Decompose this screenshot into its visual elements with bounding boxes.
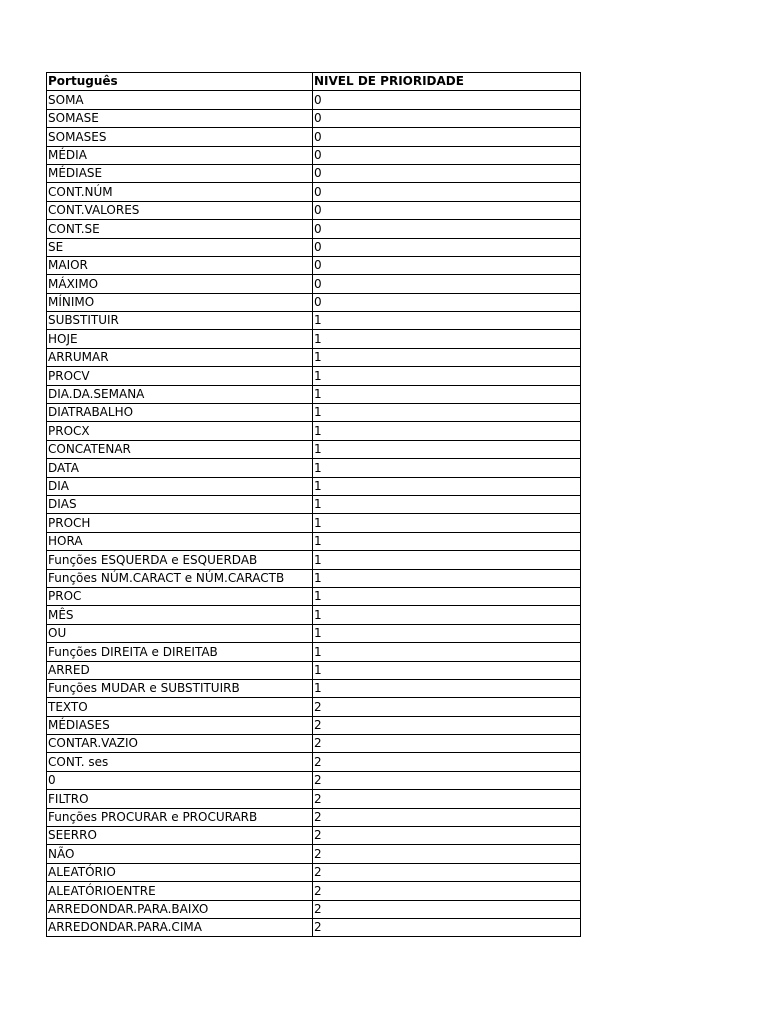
priority-table xyxy=(46,72,581,937)
table-row xyxy=(47,845,581,863)
table-row xyxy=(47,146,581,164)
function-name-cell: MÍNIMO xyxy=(47,293,313,311)
table-row xyxy=(47,91,581,109)
priority-level-cell: 1 xyxy=(313,679,581,697)
priority-level-cell: 1 xyxy=(313,606,581,624)
function-name-cell: CONT. ses xyxy=(47,753,313,771)
function-name-cell: MÉDIA xyxy=(47,146,313,164)
function-name-cell: TEXTO xyxy=(47,698,313,716)
function-name-cell: PROCX xyxy=(47,422,313,440)
function-name-cell: OU xyxy=(47,624,313,642)
table-row xyxy=(47,275,581,293)
priority-level-cell: 2 xyxy=(313,716,581,734)
table-row xyxy=(47,459,581,477)
function-name-cell: DIATRABALHO xyxy=(47,404,313,422)
function-name-cell: PROCV xyxy=(47,367,313,385)
priority-level-cell: 1 xyxy=(313,422,581,440)
priority-level-cell: 1 xyxy=(313,385,581,403)
table-row xyxy=(47,790,581,808)
table-row xyxy=(47,679,581,697)
function-name-cell: SOMA xyxy=(47,91,313,109)
table-row xyxy=(47,109,581,127)
function-name-cell: CONCATENAR xyxy=(47,440,313,458)
priority-level-cell: 1 xyxy=(313,514,581,532)
function-name-cell: CONT.NÚM xyxy=(47,183,313,201)
function-name-cell: ARRUMAR xyxy=(47,348,313,366)
table-row xyxy=(47,348,581,366)
table-row xyxy=(47,771,581,789)
table-row xyxy=(47,551,581,569)
table-row xyxy=(47,238,581,256)
priority-level-cell: 1 xyxy=(313,477,581,495)
priority-level-cell: 0 xyxy=(313,146,581,164)
function-name-cell: CONT.VALORES xyxy=(47,201,313,219)
table-row xyxy=(47,440,581,458)
priority-level-cell: 0 xyxy=(313,201,581,219)
function-name-cell: MÉDIASE xyxy=(47,164,313,182)
priority-level-cell: 0 xyxy=(313,109,581,127)
function-name-cell: MÊS xyxy=(47,606,313,624)
function-name-cell: HORA xyxy=(47,532,313,550)
function-name-cell: CONTAR.VAZIO xyxy=(47,735,313,753)
priority-level-cell: 1 xyxy=(313,367,581,385)
table-row xyxy=(47,293,581,311)
priority-level-cell: 0 xyxy=(313,128,581,146)
table-row xyxy=(47,201,581,219)
function-name-cell: Funções MUDAR e SUBSTITUIRB xyxy=(47,679,313,697)
priority-level-cell: 2 xyxy=(313,790,581,808)
table-row xyxy=(47,422,581,440)
priority-level-cell: 2 xyxy=(313,863,581,881)
function-name-cell: ARREDONDAR.PARA.BAIXO xyxy=(47,900,313,918)
table-row xyxy=(47,587,581,605)
function-name-cell: ARRED xyxy=(47,661,313,679)
function-name-cell: SEERRO xyxy=(47,827,313,845)
function-name-cell: DATA xyxy=(47,459,313,477)
priority-level-cell: 1 xyxy=(313,643,581,661)
table-row xyxy=(47,827,581,845)
table-row xyxy=(47,385,581,403)
priority-level-cell: 1 xyxy=(313,312,581,330)
priority-level-cell: 2 xyxy=(313,900,581,918)
priority-level-cell: 0 xyxy=(313,293,581,311)
priority-level-cell: 0 xyxy=(313,256,581,274)
priority-level-cell: 0 xyxy=(313,238,581,256)
function-name-cell: MÉDIASES xyxy=(47,716,313,734)
function-name-cell: Funções PROCURAR e PROCURARB xyxy=(47,808,313,826)
table-row xyxy=(47,532,581,550)
function-name-cell: MAIOR xyxy=(47,256,313,274)
function-name-cell: SE xyxy=(47,238,313,256)
priority-level-cell: 0 xyxy=(313,183,581,201)
function-name-cell: 0 xyxy=(47,771,313,789)
function-name-cell: SOMASE xyxy=(47,109,313,127)
function-name-cell: PROC xyxy=(47,587,313,605)
function-name-cell: MÁXIMO xyxy=(47,275,313,293)
table-row xyxy=(47,882,581,900)
table-row xyxy=(47,495,581,513)
table-row xyxy=(47,312,581,330)
priority-level-cell: 2 xyxy=(313,808,581,826)
table-body xyxy=(47,91,581,937)
table-row xyxy=(47,220,581,238)
priority-level-cell: 1 xyxy=(313,661,581,679)
priority-level-cell: 1 xyxy=(313,404,581,422)
function-name-cell: ALEATÓRIO xyxy=(47,863,313,881)
table-row xyxy=(47,698,581,716)
priority-level-cell: 1 xyxy=(313,459,581,477)
priority-level-cell: 0 xyxy=(313,275,581,293)
priority-level-cell: 0 xyxy=(313,91,581,109)
function-name-cell: SOMASES xyxy=(47,128,313,146)
priority-level-cell: 1 xyxy=(313,569,581,587)
function-name-cell: DIA.DA.SEMANA xyxy=(47,385,313,403)
table-row xyxy=(47,735,581,753)
priority-level-cell: 2 xyxy=(313,882,581,900)
priority-level-cell: 0 xyxy=(313,164,581,182)
priority-level-cell: 1 xyxy=(313,551,581,569)
priority-level-cell: 0 xyxy=(313,220,581,238)
table-row xyxy=(47,256,581,274)
function-name-cell: SUBSTITUIR xyxy=(47,312,313,330)
header-portugues: Português xyxy=(47,73,313,91)
table-row xyxy=(47,183,581,201)
table-row xyxy=(47,367,581,385)
table-row xyxy=(47,514,581,532)
function-name-cell: FILTRO xyxy=(47,790,313,808)
table-row xyxy=(47,477,581,495)
table-row xyxy=(47,404,581,422)
function-name-cell: CONT.SE xyxy=(47,220,313,238)
header-nivel-prioridade: NIVEL DE PRIORIDADE xyxy=(313,73,581,91)
function-name-cell: DIA xyxy=(47,477,313,495)
function-name-cell: ARREDONDAR.PARA.CIMA xyxy=(47,918,313,936)
table-row xyxy=(47,569,581,587)
table-row xyxy=(47,606,581,624)
priority-level-cell: 1 xyxy=(313,330,581,348)
table-row xyxy=(47,330,581,348)
function-name-cell: PROCH xyxy=(47,514,313,532)
priority-level-cell: 1 xyxy=(313,532,581,550)
table-row xyxy=(47,900,581,918)
priority-level-cell: 2 xyxy=(313,827,581,845)
priority-level-cell: 1 xyxy=(313,624,581,642)
priority-level-cell: 2 xyxy=(313,845,581,863)
table-row xyxy=(47,624,581,642)
table-row xyxy=(47,643,581,661)
function-name-cell: Funções NÚM.CARACT e NÚM.CARACTB xyxy=(47,569,313,587)
table-row xyxy=(47,128,581,146)
priority-level-cell: 1 xyxy=(313,440,581,458)
priority-level-cell: 1 xyxy=(313,495,581,513)
function-name-cell: DIAS xyxy=(47,495,313,513)
priority-level-cell: 2 xyxy=(313,753,581,771)
priority-level-cell: 2 xyxy=(313,735,581,753)
priority-level-cell: 2 xyxy=(313,698,581,716)
function-name-cell: HOJE xyxy=(47,330,313,348)
table-row xyxy=(47,716,581,734)
table-row xyxy=(47,808,581,826)
priority-level-cell: 2 xyxy=(313,771,581,789)
table-row xyxy=(47,164,581,182)
table-row xyxy=(47,753,581,771)
function-name-cell: Funções ESQUERDA e ESQUERDAB xyxy=(47,551,313,569)
function-name-cell: Funções DIREITA e DIREITAB xyxy=(47,643,313,661)
function-name-cell: NÃO xyxy=(47,845,313,863)
table-row xyxy=(47,863,581,881)
table-row xyxy=(47,661,581,679)
table-header-row xyxy=(47,73,581,91)
priority-level-cell: 1 xyxy=(313,587,581,605)
function-name-cell: ALEATÓRIOENTRE xyxy=(47,882,313,900)
priority-level-cell: 2 xyxy=(313,918,581,936)
table-row xyxy=(47,918,581,936)
priority-level-cell: 1 xyxy=(313,348,581,366)
